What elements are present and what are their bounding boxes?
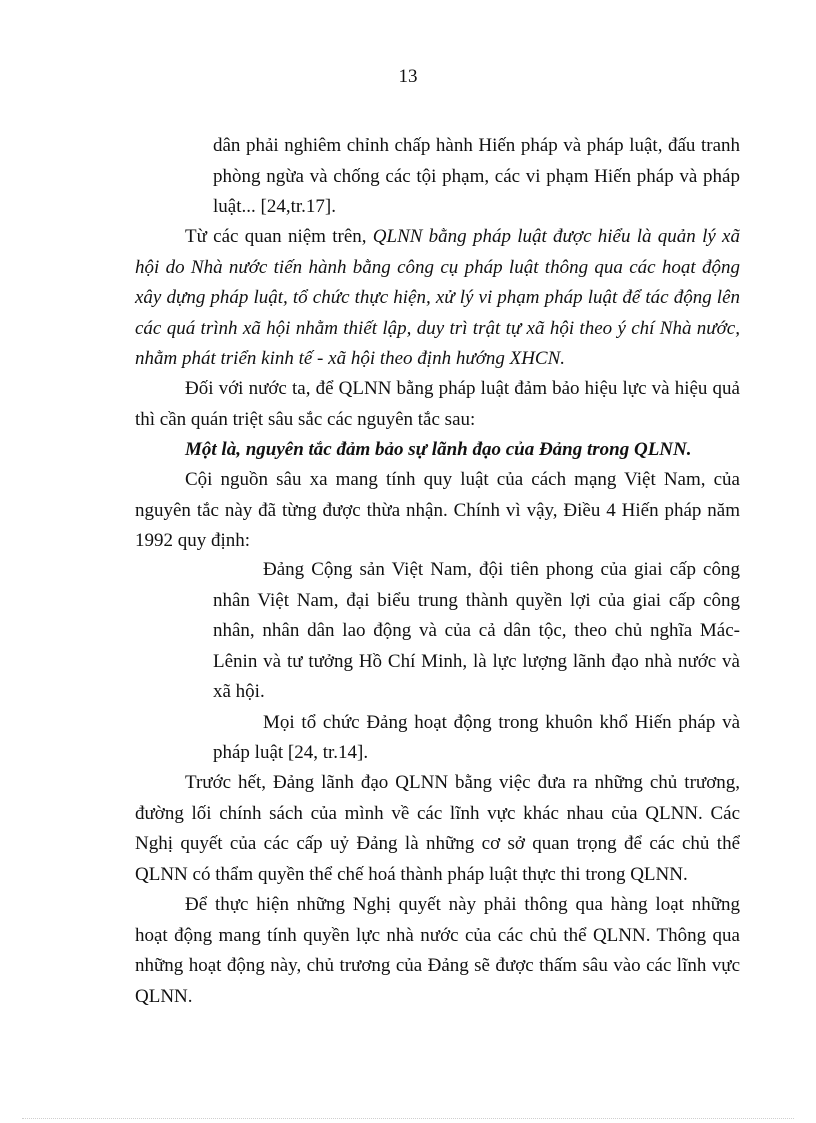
- block-quote-constitution: [213, 555, 740, 769]
- principle-one-text: Cội nguồn sâu xa mang tính quy luật của cách mạng Việt Nam, của nguyên tắc này đã từng được thừa nhận. Chính vì vậy, Điều 4 Hiến pháp năm 1992 quy định:: [135, 469, 740, 551]
- principle-one-paragraph: [135, 465, 740, 557]
- constitution-quote-para-2: Mọi tổ chức Đảng hoạt động trong khuôn khổ Hiến pháp và pháp luật [24, tr.14].: [213, 711, 740, 763]
- page-number: 13: [398, 66, 418, 87]
- definition-lead: Từ các quan niệm trên,: [185, 226, 373, 247]
- principles-intro-paragraph: [135, 374, 740, 435]
- definition-text: [135, 222, 740, 375]
- party-leadership-paragraph: [135, 768, 740, 890]
- party-leadership-text: Trước hết, Đảng lãnh đạo QLNN bằng việc đưa ra những chủ trương, đường lối chính sách của mình về các lĩnh vực khác nhau của QLNN. Các Nghị quyết của các cấp uỷ Đảng là những cơ sở quan trọng để các chủ thể QLNN có thẩm quyền thể chế hoá thành pháp luật thực thi trong QLNN.: [135, 772, 740, 885]
- constitution-quote-para-1: Đảng Cộng sản Việt Nam, đội tiên phong của giai cấp công nhân Việt Nam, đại biểu trung thành quyền lợi của giai cấp công nhân, nhân dân lao động và của cả dân tộc, theo chủ nghĩa Mác-Lênin và tư tưởng Hồ Chí Minh, là lực lượng lãnh đạo nhà nước và xã hội.: [213, 559, 740, 702]
- principle-one-heading: [135, 435, 740, 466]
- page-bottom-divider: [22, 1118, 794, 1119]
- quote-text: dân phải nghiêm chỉnh chấp hành Hiến pháp và pháp luật, đấu tranh phòng ngừa và chống các tội phạm, các vi phạm Hiến pháp và pháp luật... [24,tr.17].: [213, 135, 740, 217]
- definition-italic: QLNN bằng pháp luật được hiểu là quản lý xã hội do Nhà nước tiến hành bằng công cụ pháp luật thông qua các hoạt động xây dựng pháp luật, tổ chức thực hiện, xử lý vi phạm pháp luật để tác động lên các quá trình xã hội nhằm thiết lập, duy trì trật tự xã hội theo ý chí Nhà nước, nhằm phát triển kinh tế - xã hội theo định hướng XHCN.: [135, 226, 740, 369]
- principle-one-heading-text: Một là, nguyên tắc đảm bảo sự lãnh đạo của Đảng trong QLNN.: [185, 439, 692, 460]
- definition-paragraph: [135, 222, 740, 375]
- implementation-paragraph: [135, 890, 740, 1012]
- implementation-text: Để thực hiện những Nghị quyết này phải thông qua hàng loạt những hoạt động mang tính quyền lực nhà nước của các chủ thể QLNN. Thông qua những hoạt động này, chủ trương của Đảng sẽ được thấm sâu vào các lĩnh vực QLNN.: [135, 894, 740, 1007]
- block-quote-top: [213, 131, 740, 223]
- principles-intro-text: Đối với nước ta, để QLNN bằng pháp luật đảm bảo hiệu lực và hiệu quả thì cần quán triệt sâu sắc các nguyên tắc sau:: [135, 378, 740, 430]
